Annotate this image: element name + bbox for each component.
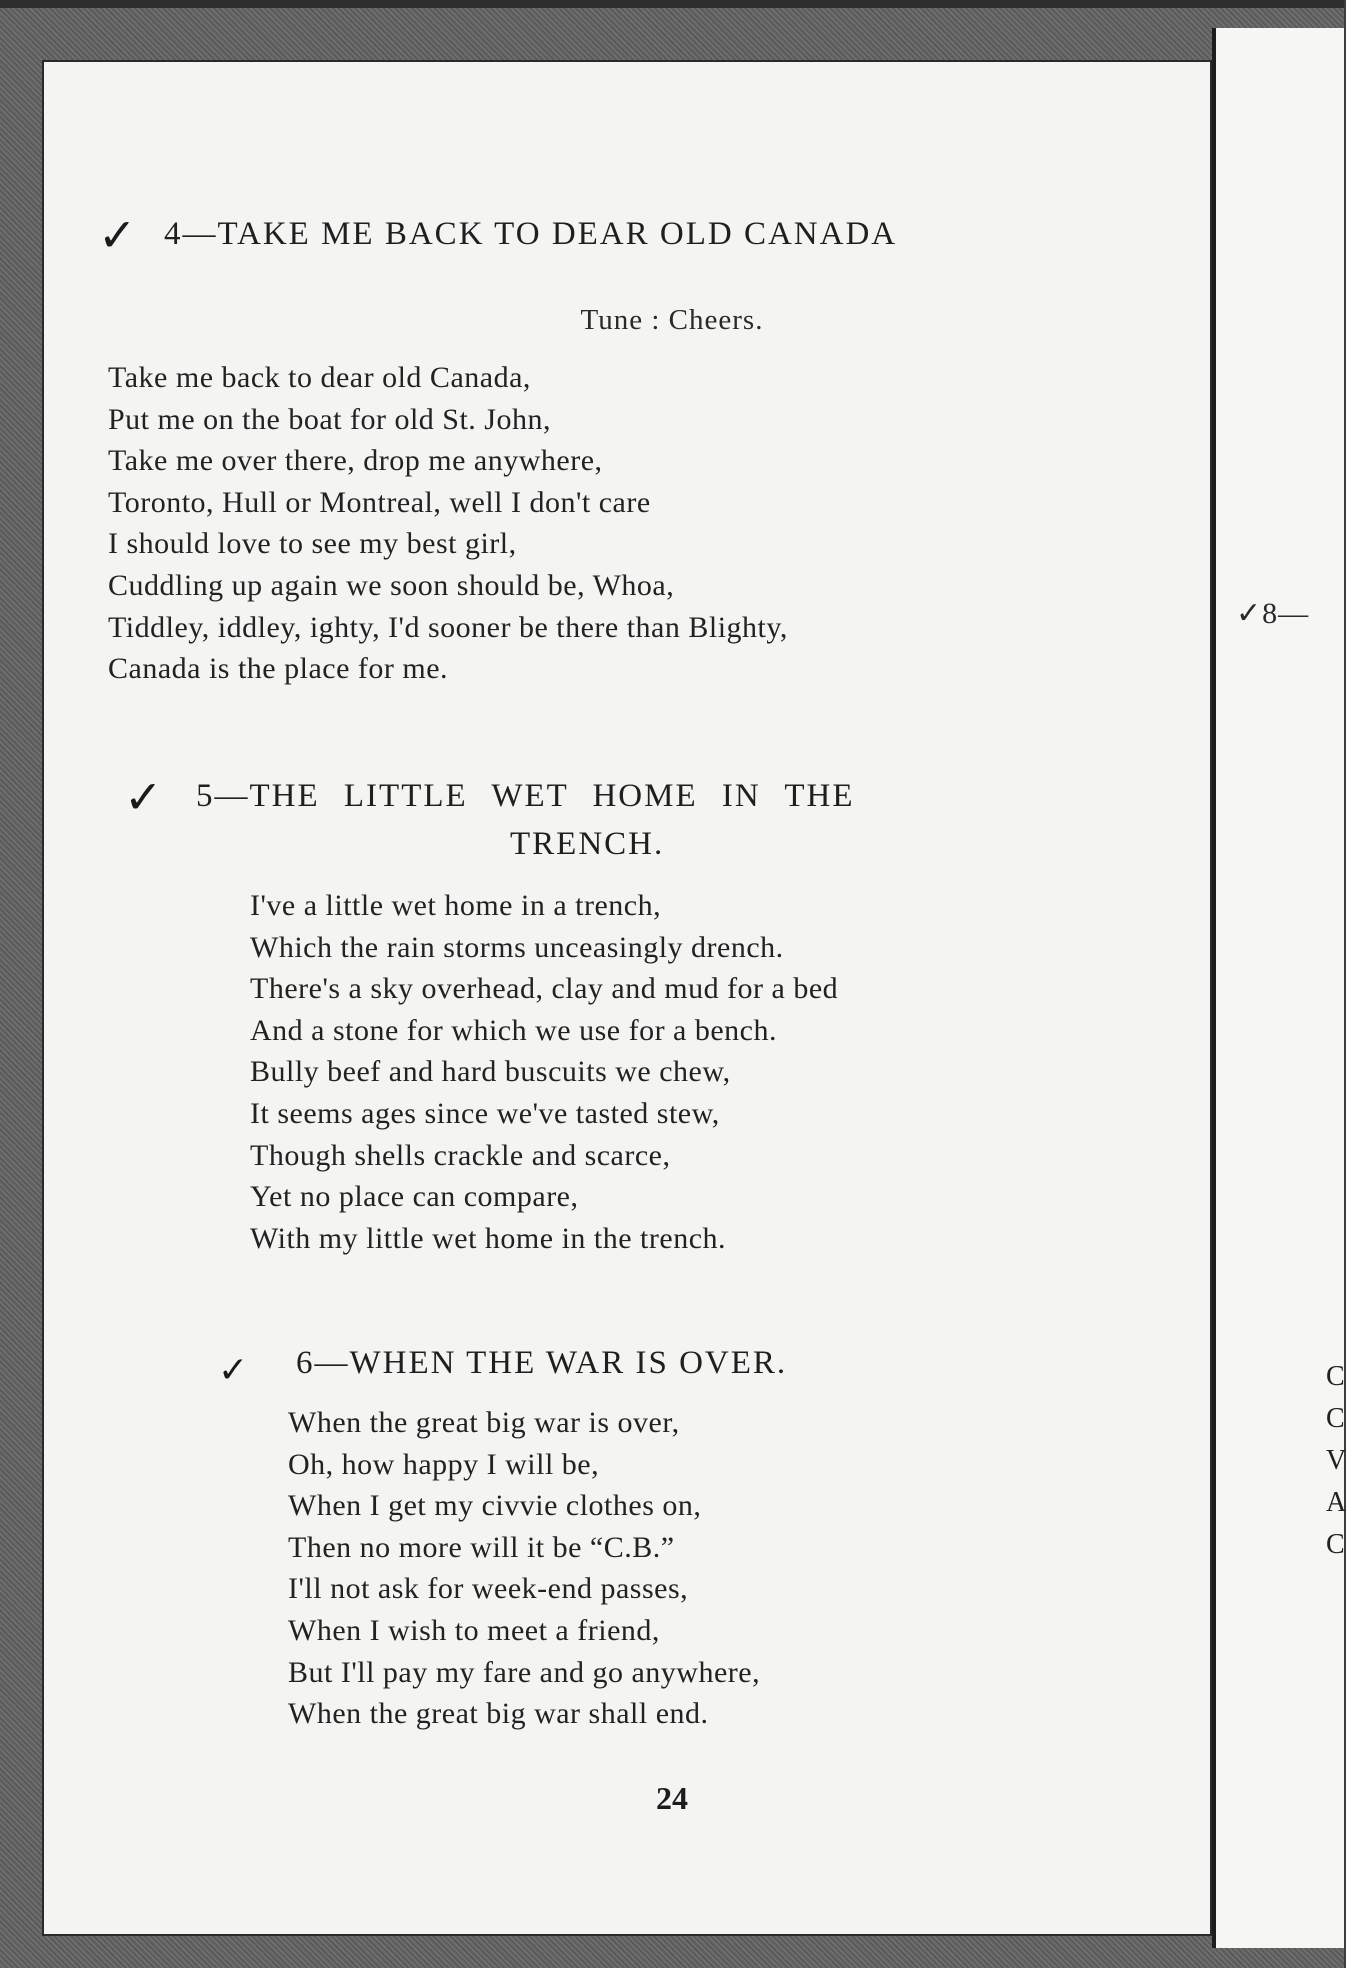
verse-line: I'll not ask for week-end passes,: [288, 1572, 689, 1606]
verse-line: Tiddley, iddley, ighty, I'd sooner be there than Blighty,: [108, 610, 788, 644]
verse-line: There's a sky overhead, clay and mud for a bed: [250, 972, 839, 1006]
verse-line: When the great big war is over,: [288, 1406, 680, 1439]
verse-line: With my little wet home in the trench.: [250, 1221, 727, 1255]
cropped-letter: V: [1326, 1445, 1346, 1476]
cropped-letter: C: [1326, 1361, 1345, 1392]
cropped-letter: C: [1326, 1403, 1345, 1434]
verse-line: Oh, how happy I will be,: [288, 1447, 600, 1481]
page-number: 24: [656, 1780, 688, 1816]
verse-line: I should love to see my best girl,: [108, 527, 517, 561]
verse-line: But I'll pay my fare and go anywhere,: [288, 1655, 761, 1689]
verse-line: Canada is the place for me.: [108, 652, 449, 686]
verse-line: Bully beef and hard buscuits we chew,: [250, 1055, 731, 1089]
song-6-heading: 6—WHEN THE WAR IS OVER.: [296, 1345, 788, 1381]
verse-line: Take me back to dear old Canada,: [108, 361, 531, 394]
verse-line: Put me on the boat for old St. John,: [108, 402, 551, 436]
checkmark-icon: ✓: [98, 208, 137, 262]
verse-line: Though shells crackle and scarce,: [250, 1138, 671, 1172]
cropped-letter: A: [1326, 1487, 1346, 1518]
song-4-tune: Tune : Cheers.: [580, 304, 764, 336]
verse-line: Which the rain storms unceasingly drench.: [250, 930, 784, 964]
verse-line: Then no more will it be “C.B.”: [288, 1530, 675, 1564]
song-6-verse: [288, 1402, 760, 1735]
verse-line: It seems ages since we've tasted stew,: [250, 1096, 720, 1130]
verse-line: When I get my civvie clothes on,: [288, 1489, 702, 1523]
right-page-cropped-letters: [1326, 1356, 1344, 1566]
verse-line: When I wish to meet a friend,: [288, 1613, 660, 1647]
checkmark-icon: ✓: [218, 1350, 249, 1391]
song-5-verse: [250, 885, 838, 1259]
verse-line: And a stone for which we use for a bench.: [250, 1013, 777, 1047]
song-4-verse: [108, 357, 788, 690]
cropped-letter: C: [1326, 1529, 1345, 1560]
verse-line: Toronto, Hull or Montreal, well I don't care: [108, 485, 651, 519]
verse-line: Cuddling up again we soon should be, Whoa,: [108, 568, 675, 602]
song-4-heading: 4—TAKE ME BACK TO DEAR OLD CANADA: [164, 216, 898, 252]
verse-line: Yet no place can compare,: [250, 1180, 579, 1214]
right-page-heading-fragment: ✓8—: [1236, 597, 1310, 630]
checkmark-icon: ✓: [124, 770, 163, 824]
verse-line: When the great big war shall end.: [288, 1697, 709, 1731]
verse-line: I've a little wet home in a trench,: [250, 889, 662, 922]
song-5-heading-line2: TRENCH.: [510, 826, 665, 862]
song-5-heading-line1: 5—THE LITTLE WET HOME IN THE: [196, 778, 855, 814]
verse-line: Take me over there, drop me anywhere,: [108, 444, 603, 478]
